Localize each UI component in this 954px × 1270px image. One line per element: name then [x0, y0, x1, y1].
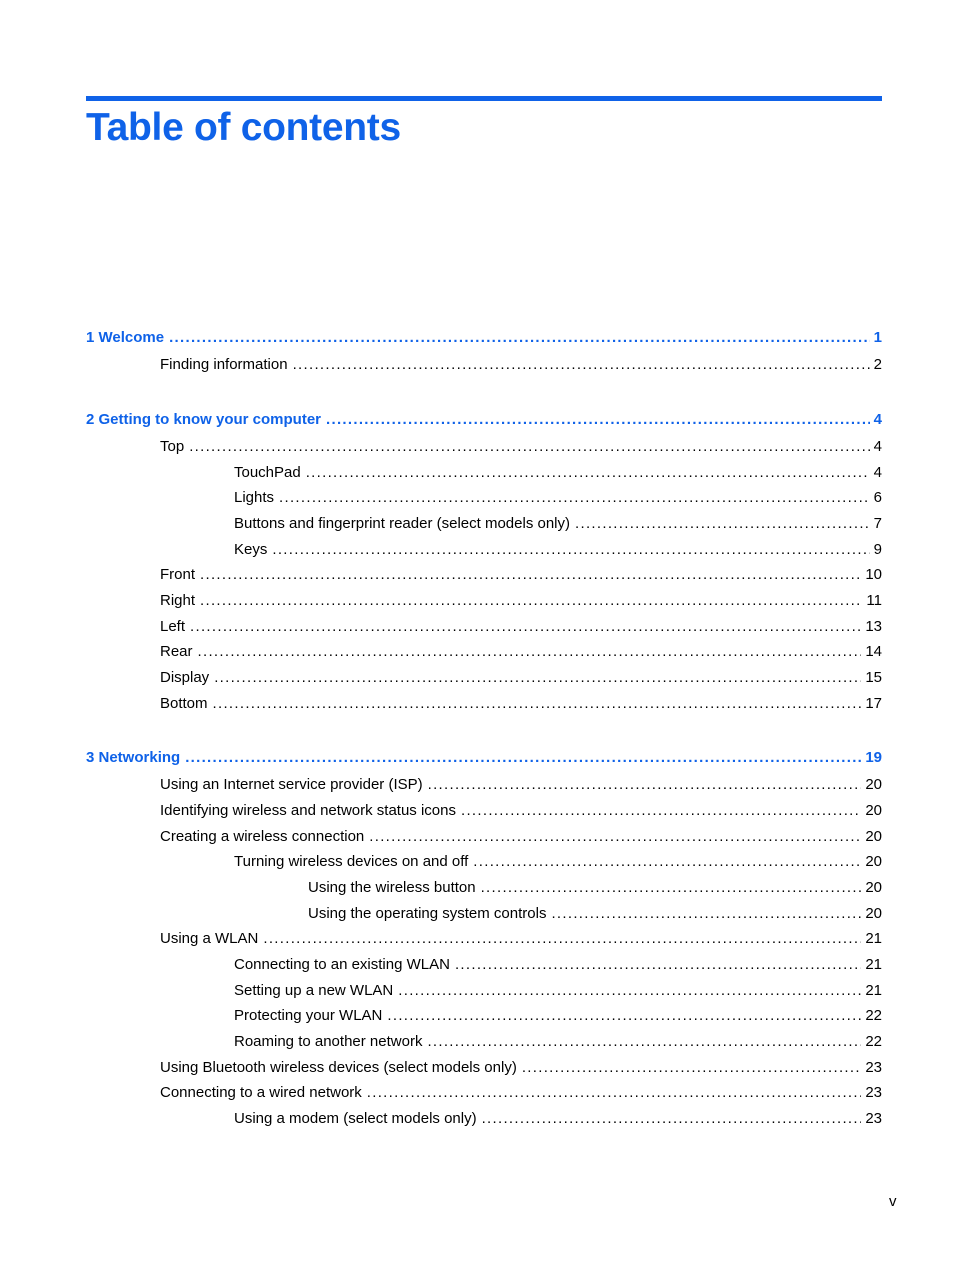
toc-dot-leader: [306, 463, 870, 483]
toc-entry-label: Rear: [160, 643, 193, 660]
toc-dot-leader: [455, 955, 861, 975]
toc-entry-label: Right: [160, 592, 196, 609]
toc-dot-leader: [398, 981, 861, 1001]
toc-entry-page: 9: [873, 541, 882, 558]
toc-entry-page: 23: [865, 1059, 882, 1076]
toc-entry-label: Connecting to an existing WLAN: [234, 956, 450, 973]
toc-entry[interactable]: [308, 878, 882, 898]
toc-dot-leader: [272, 540, 869, 560]
toc-entry-page: 19: [865, 749, 882, 766]
toc-entry-page: 20: [865, 905, 882, 922]
toc-dot-leader: [428, 775, 862, 795]
toc-entry-label: Setting up a new WLAN: [234, 982, 394, 999]
toc-entry[interactable]: [234, 540, 882, 560]
toc-entry[interactable]: [160, 355, 882, 375]
toc-entry-label: 3 Networking: [86, 749, 181, 766]
toc-entry-page: 7: [873, 515, 882, 532]
toc-entry-page: 14: [865, 643, 882, 660]
toc-entry[interactable]: [234, 1006, 882, 1026]
toc-entry-label: Using Bluetooth wireless devices (select models only): [160, 1059, 517, 1076]
toc-entry[interactable]: [308, 904, 882, 924]
toc-dot-leader: [367, 1083, 862, 1103]
toc-entry-label: Lights: [234, 489, 275, 506]
toc-entry[interactable]: [160, 437, 882, 457]
toc-entry[interactable]: [160, 1058, 882, 1078]
toc-dot-leader: [473, 852, 861, 872]
toc-entry-page: 11: [866, 592, 882, 609]
toc-entry-page: 21: [865, 930, 882, 947]
toc-dot-leader: [200, 565, 861, 585]
toc-dot-leader: [263, 929, 861, 949]
toc-dot-leader: [169, 328, 870, 348]
toc-dot-leader: [200, 591, 862, 611]
toc-dot-leader: [522, 1058, 861, 1078]
toc-entry-page: 4: [873, 411, 882, 428]
toc-entry-label: Using a WLAN: [160, 930, 259, 947]
toc-entry-label: Protecting your WLAN: [234, 1007, 383, 1024]
toc-dot-leader: [551, 904, 861, 924]
toc-chapter-entry[interactable]: [86, 328, 882, 348]
footer-page-number: v: [889, 1193, 897, 1210]
toc-entry-page: 20: [865, 879, 882, 896]
toc-dot-leader: [387, 1006, 861, 1026]
toc-entry[interactable]: [160, 617, 882, 637]
toc-entry[interactable]: [234, 1032, 882, 1052]
toc-entry-page: 15: [865, 669, 882, 686]
toc-entry-page: 10: [865, 566, 882, 583]
toc-entry-page: 13: [865, 618, 882, 635]
toc-entry-label: Roaming to another network: [234, 1033, 423, 1050]
toc-dot-leader: [279, 488, 870, 508]
toc-entry-page: 4: [873, 464, 882, 481]
toc-entry[interactable]: [160, 1083, 882, 1103]
toc-entry[interactable]: [234, 981, 882, 1001]
toc-dot-leader: [293, 355, 870, 375]
toc-entry-page: 1: [873, 329, 882, 346]
toc-entry[interactable]: [234, 955, 882, 975]
toc-entry-label: Bottom: [160, 695, 208, 712]
toc-entry[interactable]: [160, 694, 882, 714]
toc-entry-label: TouchPad: [234, 464, 301, 481]
toc-entry[interactable]: [234, 463, 882, 483]
toc-entry-label: Top: [160, 438, 185, 455]
toc-chapter-entry[interactable]: [86, 410, 882, 430]
toc-dot-leader: [575, 514, 870, 534]
toc-dot-leader: [213, 694, 862, 714]
toc-entry[interactable]: [160, 565, 882, 585]
toc-entry-page: 22: [865, 1033, 882, 1050]
toc-entry-page: 21: [865, 956, 882, 973]
toc-entry-label: Identifying wireless and network status icons: [160, 802, 456, 819]
toc-entry-page: 22: [865, 1007, 882, 1024]
toc-entry[interactable]: [160, 801, 882, 821]
toc-entry-page: 23: [865, 1084, 882, 1101]
toc-entry-page: 21: [865, 982, 882, 999]
toc-entry-label: 1 Welcome: [86, 329, 165, 346]
toc-entry-label: Creating a wireless connection: [160, 828, 365, 845]
toc-dot-leader: [185, 748, 861, 768]
toc-entry-page: 6: [873, 489, 882, 506]
page-title: Table of contents: [86, 106, 401, 149]
toc-entry-page: 4: [873, 438, 882, 455]
toc-entry[interactable]: [234, 852, 882, 872]
toc-entry[interactable]: [234, 514, 882, 534]
toc-entry[interactable]: [234, 1109, 882, 1129]
toc-entry-label: Connecting to a wired network: [160, 1084, 362, 1101]
toc-entry-page: 20: [865, 853, 882, 870]
toc-entry-page: 20: [865, 828, 882, 845]
toc-entry-label: Using an Internet service provider (ISP): [160, 776, 423, 793]
toc-entry[interactable]: [160, 591, 882, 611]
toc-dot-leader: [427, 1032, 861, 1052]
toc-entry-label: Buttons and fingerprint reader (select models only): [234, 515, 571, 532]
toc-dot-leader: [189, 437, 869, 457]
toc-dot-leader: [190, 617, 861, 637]
toc-dot-leader: [461, 801, 861, 821]
toc-entry[interactable]: [160, 775, 882, 795]
toc-dot-leader: [482, 1109, 862, 1129]
toc-dot-leader: [198, 642, 862, 662]
toc-entry-page: 20: [865, 802, 882, 819]
toc-entry-label: Keys: [234, 541, 268, 558]
toc-entry[interactable]: [160, 642, 882, 662]
toc-dot-leader: [326, 410, 870, 430]
toc-entry-label: Finding information: [160, 356, 288, 373]
toc-entry-label: Using a modem (select models only): [234, 1110, 477, 1127]
toc-entry-page: 17: [865, 695, 882, 712]
toc-entry-page: 23: [865, 1110, 882, 1127]
toc-entry-page: 20: [865, 776, 882, 793]
toc-entry[interactable]: [160, 668, 882, 688]
title-rule: [86, 96, 882, 101]
toc-entry-label: Turning wireless devices on and off: [234, 853, 469, 870]
toc-entry-label: Front: [160, 566, 196, 583]
toc-dot-leader: [481, 878, 862, 898]
toc-entry-label: Left: [160, 618, 186, 635]
toc-entry-label: Using the wireless button: [308, 879, 476, 896]
toc-entry[interactable]: [160, 929, 882, 949]
toc-entry[interactable]: [234, 488, 882, 508]
toc-entry-label: Display: [160, 669, 210, 686]
toc-entry-label: 2 Getting to know your computer: [86, 411, 322, 428]
toc-entry-label: Using the operating system controls: [308, 905, 547, 922]
toc-dot-leader: [369, 827, 861, 847]
toc-chapter-entry[interactable]: [86, 748, 882, 768]
toc-entry[interactable]: [160, 827, 882, 847]
toc-dot-leader: [214, 668, 861, 688]
toc-entry-page: 2: [873, 356, 882, 373]
